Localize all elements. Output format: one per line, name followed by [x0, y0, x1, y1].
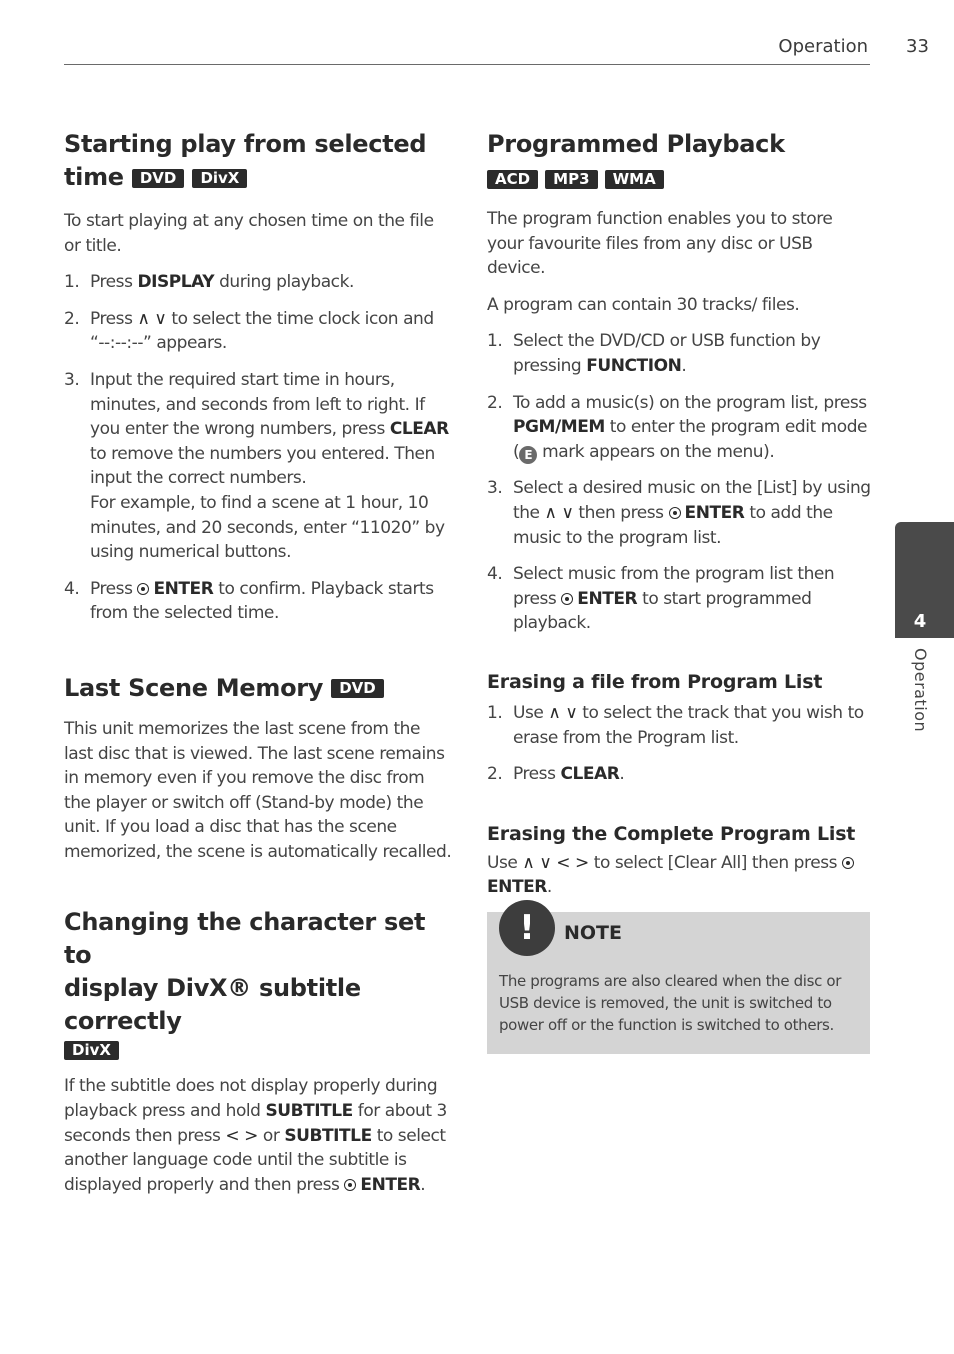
steps-list	[487, 701, 871, 787]
section-erase-file	[487, 669, 871, 787]
section-intro: To start playing at any chosen time on the file or title.	[64, 211, 434, 256]
enter-icon	[842, 857, 854, 869]
subsection-title: Erasing the Complete Program List	[487, 822, 856, 845]
note-title: NOTE	[564, 922, 622, 944]
chapter-label: Operation	[911, 648, 930, 733]
up-down-arrow-icon: ∧ ∨	[548, 702, 578, 723]
right-column	[487, 128, 871, 900]
badge-mp3: MP3	[545, 170, 597, 189]
steps-list	[64, 270, 452, 626]
list-item: 2. Press ∧ ∨ to select the time clock icon and “--:--:--” appears.	[64, 308, 434, 354]
section-erase-all	[487, 821, 871, 900]
list-item: 1. Select the DVD/CD or USB function by pressing FUNCTION.	[487, 331, 821, 376]
up-down-arrow-icon: ∧ ∨	[137, 308, 167, 329]
section-title: Starting play from selected time DVD DivX	[64, 130, 427, 191]
note-text: The programs are also cleared when the disc or USB device is removed, the unit is switched to power off or the function is switched to others.	[499, 972, 842, 1034]
left-column	[64, 128, 452, 1197]
edit-mark-icon: E	[519, 446, 537, 464]
page-number: 33	[906, 36, 929, 57]
section-intro: A program can contain 30 tracks/ files.	[487, 294, 800, 315]
section-text: Use ∧ ∨ < > to select [Clear All] then press ENTER.	[487, 851, 871, 900]
section-text: If the subtitle does not display properly during playback press and hold SUBTITLE for about 3 seconds then press < > or SUBTITLE to select another language code until the subtitle is displayed properly and then press ENTER.	[64, 1076, 447, 1195]
badge-divx: DivX	[192, 169, 247, 188]
section-programmed	[487, 128, 871, 636]
enter-icon	[561, 593, 573, 605]
section-last-scene	[64, 672, 452, 865]
note-box	[487, 908, 870, 1054]
enter-icon	[137, 583, 149, 595]
section-title: Changing the character set to display DivX® subtitle correctly	[64, 908, 426, 1036]
left-right-arrow-icon: < >	[225, 1125, 258, 1146]
section-start-time	[64, 128, 452, 626]
badge-dvd: DVD	[331, 679, 384, 698]
list-item: 3. Input the required start time in hours, minutes, and seconds from left to right. If you enter the wrong numbers, press CLEAR to remove the numbers you entered. Then input the correct numbers. For example, to find a scene at 1 hour, 10 minutes, and 20 seconds, enter “11020” by using numerical buttons.	[64, 369, 449, 563]
badge-divx: DivX	[64, 1041, 119, 1060]
section-text: This unit memorizes the last scene from the last disc that is viewed. The last scene remains in memory even if you remove the disc from the player or switch off (Stand-by mode) the unit. If you load a disc that has the scene memorized, the scene is automatically recalled.	[64, 718, 452, 862]
list-item: 4. Select music from the program list then press ENTER to start programmed playback.	[487, 564, 835, 634]
enter-icon	[669, 507, 681, 519]
section-title: Last Scene Memory DVD	[64, 672, 452, 705]
arrow-keys-icon: ∧ ∨ < >	[522, 852, 589, 873]
list-item: 1. Press DISPLAY during playback.	[64, 272, 354, 293]
steps-list	[487, 329, 871, 636]
header-section-title: Operation	[778, 36, 868, 57]
exclamation-icon: !	[499, 900, 555, 956]
section-title: Programmed Playback	[487, 130, 785, 158]
list-item: 2. To add a music(s) on the program list, press PGM/MEM to enter the program edit mode ( E mark appears on the menu).	[487, 392, 868, 462]
chapter-tab	[895, 522, 954, 638]
list-item: 2. Press CLEAR.	[487, 764, 625, 785]
section-charset	[64, 906, 452, 1197]
subsection-title: Erasing a file from Program List	[487, 670, 823, 693]
badge-wma: WMA	[605, 170, 664, 189]
enter-icon	[344, 1179, 356, 1191]
section-intro: The program function enables you to store your favourite files from any disc or USB device.	[487, 209, 833, 279]
badge-acd: ACD	[487, 170, 538, 189]
list-item: 3. Select a desired music on the [List] by using the ∧ ∨ then press ENTER to add the music to the program list.	[487, 478, 871, 548]
header-rule	[64, 64, 870, 65]
badge-dvd: DVD	[132, 169, 185, 188]
up-down-arrow-icon: ∧ ∨	[544, 502, 574, 523]
chapter-number: 4	[913, 611, 927, 632]
list-item: 4. Press ENTER to confirm. Playback starts from the selected time.	[64, 578, 434, 624]
list-item: 1. Use ∧ ∨ to select the track that you wish to erase from the Program list.	[487, 702, 864, 748]
